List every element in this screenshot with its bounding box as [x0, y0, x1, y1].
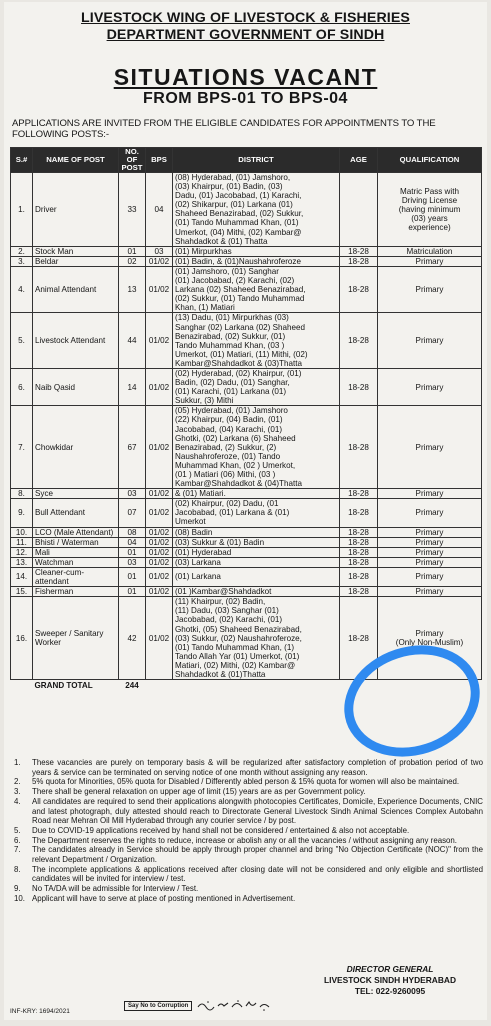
age-limit: 18-28 — [340, 567, 378, 586]
table-row — [11, 567, 482, 586]
corruption-badge: Say No to Corruption — [124, 1001, 192, 1011]
note-number: 8. — [14, 864, 21, 874]
age-limit: 18-28 — [340, 368, 378, 405]
district-list: (01) Jamshoro, (01) Sanghar (01) Jacobabad, (2) Karachi, (02) Larkana (02) Shaheed Benazirabad, (02) Sukkur, (01) Tando Muhammad Khan, (1) Matiari — [173, 266, 340, 312]
district-list: (03) Larkana — [173, 557, 340, 567]
signatory-title: DIRECTOR GENERAL — [346, 964, 434, 974]
list-item — [10, 758, 483, 777]
column-header: S.# — [11, 148, 33, 173]
bps-scale: 01/02 — [146, 256, 173, 266]
age-limit: 18-28 — [340, 557, 378, 567]
table-row — [11, 368, 482, 405]
advertisement-page — [4, 2, 487, 1020]
row-number: 14. — [11, 567, 33, 586]
list-item — [10, 826, 483, 836]
table-row — [11, 173, 482, 247]
row-number: 1. — [11, 173, 33, 247]
post-count: 14 — [119, 368, 146, 405]
table-row — [11, 537, 482, 547]
post-count: 01 — [119, 547, 146, 557]
notes-list — [10, 758, 483, 904]
qualification: Primary — [378, 499, 482, 527]
age-limit: 18-28 — [340, 406, 378, 489]
note-text: There shall be general relaxation on upper age of limit (15) years are as per Government policy. — [32, 787, 366, 797]
qualification: Primary (Only Non-Muslim) — [378, 597, 482, 680]
table-row — [11, 246, 482, 256]
row-number: 11. — [11, 537, 33, 547]
qualification: Primary — [378, 537, 482, 547]
bps-scale: 01/02 — [146, 499, 173, 527]
post-name: Bhisti / Waterman — [33, 537, 119, 547]
table-row — [11, 557, 482, 567]
district-list: (08) Badin — [173, 527, 340, 537]
row-number: 13. — [11, 557, 33, 567]
post-name: Stock Man — [33, 246, 119, 256]
list-item — [10, 894, 483, 904]
post-count: 44 — [119, 313, 146, 369]
post-count: 07 — [119, 499, 146, 527]
note-text: Applicant will have to serve at place of posting mentioned in Advertisement. — [32, 893, 296, 903]
bps-scale: 01/02 — [146, 489, 173, 499]
page-title: SITUATIONS VACANT — [113, 64, 378, 90]
post-name: Chowkidar — [33, 406, 119, 489]
post-name: Animal Attendant — [33, 266, 119, 312]
note-number: 3. — [14, 787, 21, 797]
age-limit: 18-28 — [340, 256, 378, 266]
note-text: No TA/DA will be admissible for Interview / Test. — [32, 884, 199, 894]
district-list: & (01) Matiari. — [173, 489, 340, 499]
qualification: Primary — [378, 313, 482, 369]
row-number: 2. — [11, 246, 33, 256]
note-number: 6. — [14, 835, 21, 845]
list-item — [10, 797, 483, 826]
table-header-row — [11, 148, 482, 173]
note-text: The incomplete applications & applications received after closing date will not be considered and only eligible and shortlisted candidates will be invited for interview / test. — [32, 864, 483, 884]
bps-scale: 01/02 — [146, 313, 173, 369]
bps-scale: 01/02 — [146, 537, 173, 547]
table-row — [11, 547, 482, 557]
bps-scale: 01/02 — [146, 406, 173, 489]
age-limit: 18-28 — [340, 537, 378, 547]
post-name: Cleaner-cum- attendant — [33, 567, 119, 586]
district-list: (03) Sukkur & (01) Badin — [173, 537, 340, 547]
post-count: 01 — [119, 567, 146, 586]
table-row — [11, 256, 482, 266]
post-count: 13 — [119, 266, 146, 312]
header-line-2: DEPARTMENT GOVERNMENT OF SINDH — [106, 27, 385, 43]
note-text: Due to COVID-19 applications received by hand shall not be considered / entertained & also not acceptable. — [32, 825, 410, 835]
list-item — [10, 777, 483, 787]
post-name: Beldar — [33, 256, 119, 266]
age-limit: 18-28 — [340, 499, 378, 527]
post-count: 42 — [119, 597, 146, 680]
note-text: These vacancies are purely on temporary basis & will be regularized after satisfactory completion of probation period of two years & service can be terminated on serving notice of one month without assigning any reason. — [32, 758, 483, 777]
note-number: 2. — [14, 777, 21, 787]
column-header: BPS — [146, 148, 173, 173]
post-count: 03 — [119, 557, 146, 567]
qualification: Primary — [378, 547, 482, 557]
note-number: 10. — [14, 893, 25, 903]
intro-text: APPLICATIONS ARE INVITED FROM THE ELIGIBLE CANDIDATES FOR APPOINTMENTS TO THE FOLLOWING POSTS:- — [12, 118, 436, 140]
list-item — [10, 884, 483, 894]
age-limit: 18-28 — [340, 527, 378, 537]
post-name: Bull Attendant — [33, 499, 119, 527]
district-list: (13) Dadu, (01) Mirpurkhas (03) Sanghar (02) Larkana (02) Shaheed Benazirabad, (02) Sukkur, (01) Tando Muhammad Khan, (03 ) Umerkot, (01) Matiari, (11) Mithi, (02) Kambar@Shahdadkot & (03)Thatta — [173, 313, 340, 369]
post-name: Livestock Attendant — [33, 313, 119, 369]
post-name: Mali — [33, 547, 119, 557]
row-number: 4. — [11, 266, 33, 312]
post-count: 03 — [119, 489, 146, 499]
table-row — [11, 587, 482, 597]
row-number: 3. — [11, 256, 33, 266]
bps-scale: 01/02 — [146, 368, 173, 405]
row-number: 15. — [11, 587, 33, 597]
list-item — [10, 865, 483, 884]
bps-scale: 01/02 — [146, 527, 173, 537]
post-count: 33 — [119, 173, 146, 247]
qualification: Primary — [378, 266, 482, 312]
signature-block — [300, 964, 480, 997]
age-limit: 18-28 — [340, 587, 378, 597]
post-count: 01 — [119, 587, 146, 597]
signatory-org: LIVESTOCK SINDH HYDERABAD — [324, 975, 456, 985]
qualification: Primary — [378, 256, 482, 266]
post-count: 02 — [119, 256, 146, 266]
post-name: Driver — [33, 173, 119, 247]
district-list: (01) Larkana — [173, 567, 340, 586]
post-name: Syce — [33, 489, 119, 499]
row-number: 9. — [11, 499, 33, 527]
district-list: (11) Khairpur, (02) Badin, (11) Dadu, (03) Sanghar (01) Jacobabad, (02) Karachi, (01) Ghotki, (05) Shaheed Benazirabad, (03) Sukkur, (02) Naushahroferoze, (01) Tando Muhammad Khan, (1) Tando Allah Yar (01) Umerkot, (01) Matiari, (02) Mithi, (02) Kambar@ Shahdadkot & (01)Thatta — [173, 597, 340, 680]
age-limit — [340, 173, 378, 247]
qualification: Primary — [378, 587, 482, 597]
bps-scale: 01/02 — [146, 587, 173, 597]
post-count: 08 — [119, 527, 146, 537]
post-name: Naib Qasid — [33, 368, 119, 405]
post-count: 01 — [119, 246, 146, 256]
list-item — [10, 787, 483, 797]
post-name: Sweeper / Sanitary Worker — [33, 597, 119, 680]
qualification: Primary — [378, 557, 482, 567]
note-text: The candidates already in Service should be apply through proper channel and bring "No Objection Certificate (NOC)" from the relevant Department / Organization. — [32, 845, 483, 865]
table-row — [11, 527, 482, 537]
bps-scale: 01/02 — [146, 547, 173, 557]
qualification: Primary — [378, 567, 482, 586]
post-count: 04 — [119, 537, 146, 547]
district-list: (02) Hyderabad, (02) Khairpur, (01) Badin, (02) Dadu, (01) Sanghar, (01) Karachi, (01) Larkana (01) Sukkur, (3) Mithi — [173, 368, 340, 405]
urdu-slogan-image — [194, 998, 274, 1012]
bps-scale: 01/02 — [146, 567, 173, 586]
grand-total-label: GRAND TOTAL — [34, 680, 93, 690]
column-header: NO. OF POST — [119, 148, 146, 173]
district-list: (01) Mirpurkhas — [173, 246, 340, 256]
table-row — [11, 313, 482, 369]
column-header: NAME OF POST — [33, 148, 119, 173]
district-list: (08) Hyderabad, (01) Jamshoro, (03) Khairpur, (01) Badin, (03) Dadu, (01) Jacobabad, (1) Karachi, (02) Shikarpur, (01) Larkana (01) Shaheed Benazirabad, (02) Sukkur, (01) Tando Muhammad Khan, (01) Umerkot, (04) Mithi, (02) Kambar@ Shahdadkot & (01) Thatta — [173, 173, 340, 247]
qualification: Primary — [378, 527, 482, 537]
post-name: Watchman — [33, 557, 119, 567]
posts-table — [10, 147, 482, 690]
qualification: Primary — [378, 406, 482, 489]
post-name: LCO (Male Attendant) — [33, 527, 119, 537]
page-subtitle: FROM BPS-01 TO BPS-04 — [143, 90, 348, 107]
age-limit: 18-28 — [340, 597, 378, 680]
header-line-1: LIVESTOCK WING OF LIVESTOCK & FISHERIES — [81, 10, 410, 26]
row-number: 8. — [11, 489, 33, 499]
district-list: (01 )Kambar@Shahdadkot — [173, 587, 340, 597]
table-row — [11, 499, 482, 527]
note-text: 5% quota for Minorities, 05% quota for Disabled / Differently abled person & 15% quota for women will also be maintained. — [32, 777, 460, 787]
age-limit: 18-28 — [340, 246, 378, 256]
row-number: 7. — [11, 406, 33, 489]
age-limit: 18-28 — [340, 489, 378, 499]
table-row — [11, 266, 482, 312]
district-list: (05) Hyderabad, (01) Jamshoro (22) Khairpur, (04) Badin, (01) Jacobabad, (04) Karachi, (01) Ghotki, (02) Larkana (6) Shaheed Benazirabad, (2) Sukkur, (2) Naushahroferoze, (01) Tando Muhammad Khan, (02 ) Umerkot, (01 ) Matiari (06) Mithi, (03 ) Kambar@Shahdadkot & (04)Thatta — [173, 406, 340, 489]
bps-scale: 01/02 — [146, 266, 173, 312]
note-text: All candidates are required to send their applications alongwith photocopies Certificates, Domicile, Experience Documents, CNIC and latest photograph, duly attested should reach to Directorate General Livestock Sindh Animal Sciences Complex Autobahn Road near Mehran Oil Mill Hyderabad through any courier service / by post. — [32, 796, 483, 826]
age-limit: 18-28 — [340, 313, 378, 369]
qualification: Primary — [378, 489, 482, 499]
row-number: 16. — [11, 597, 33, 680]
note-number: 4. — [14, 796, 21, 806]
column-header: AGE — [340, 148, 378, 173]
table-row — [11, 489, 482, 499]
row-number: 5. — [11, 313, 33, 369]
reference-number: INF-KRY: 1694/2021 — [10, 1008, 70, 1015]
district-list: (02) Khairpur, (02) Dadu, (01 Jacobabad, (01) Larkana & (01) Umerkot — [173, 499, 340, 527]
qualification: Primary — [378, 368, 482, 405]
district-list: (01) Badin, & (01)Naushahroferoze — [173, 256, 340, 266]
row-number: 10. — [11, 527, 33, 537]
note-text: The Department reserves the rights to reduce, increase or abolish any or all the vacancies / without assigning any reason. — [32, 835, 458, 845]
column-header: DISTRICT — [173, 148, 340, 173]
age-limit: 18-28 — [340, 266, 378, 312]
note-number: 1. — [14, 758, 21, 767]
district-list: (01) Hyderabad — [173, 547, 340, 557]
age-limit: 18-28 — [340, 547, 378, 557]
note-number: 5. — [14, 825, 21, 835]
row-number: 12. — [11, 547, 33, 557]
bps-scale: 01/02 — [146, 557, 173, 567]
qualification: Matric Pass with Driving License (having minimum (03) years experience) — [378, 173, 482, 247]
note-number: 9. — [14, 884, 21, 894]
list-item — [10, 836, 483, 846]
column-header: QUALIFICATION — [378, 148, 482, 173]
list-item — [10, 845, 483, 864]
grand-total-value: 244 — [125, 680, 139, 690]
post-name: Fisherman — [33, 587, 119, 597]
note-number: 7. — [14, 845, 21, 855]
row-number: 6. — [11, 368, 33, 405]
signatory-tel: TEL: 022-9260095 — [354, 986, 426, 996]
qualification: Matriculation — [378, 246, 482, 256]
bps-scale: 03 — [146, 246, 173, 256]
bps-scale: 01/02 — [146, 597, 173, 680]
bps-scale: 04 — [146, 173, 173, 247]
post-count: 67 — [119, 406, 146, 489]
table-row — [11, 406, 482, 489]
department-header — [4, 10, 487, 44]
